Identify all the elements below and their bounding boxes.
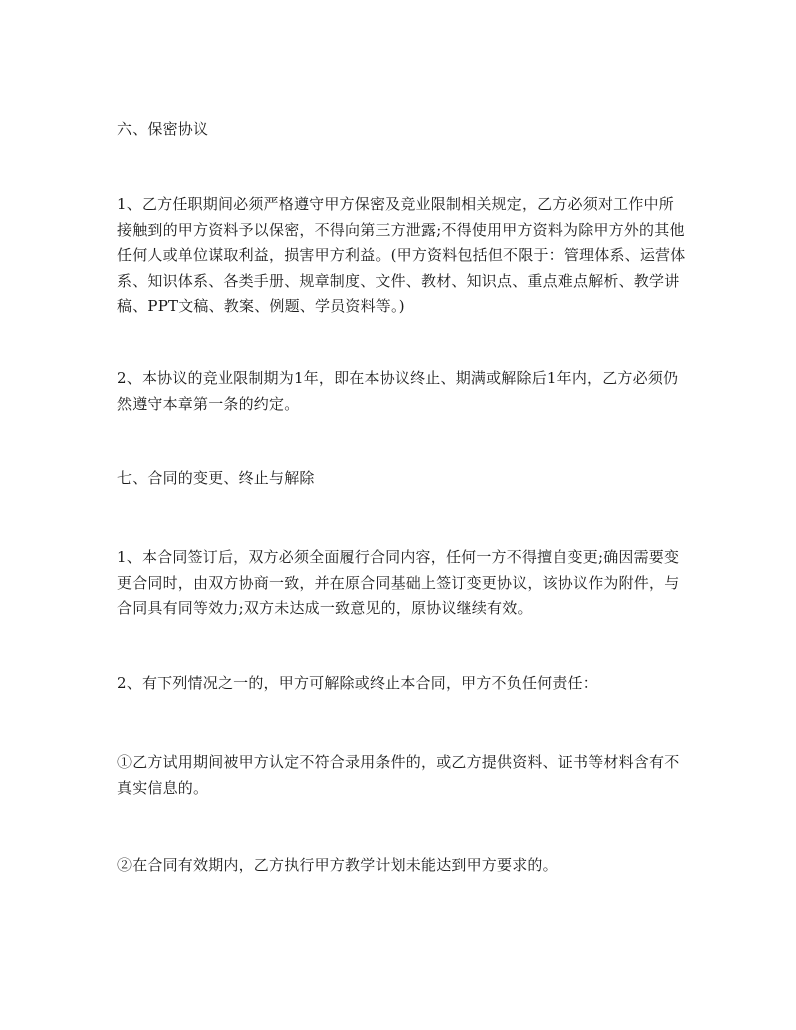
section-7-heading: 七、合同的变更、终止与解除 [117,469,315,487]
section-6-item-1: 1、乙方任职期间必须严格遵守甲方保密及竞业限制相关规定，乙方必须对工作中所接触到的甲方资料予以保密，不得向第三方泄露;不得使用甲方资料为除甲方外的其他任何人或单位谋取利益，损害甲方利益。(甲方资料包括但不限于：管理体系、运营体系、知识体系、各类手册、规章制度、文件、教材、知识点、重点难点解析、教学讲稿、PPT文稿、教案、例题、学员资料等。) [117,195,686,315]
section-7-item-2: 2、有下列情况之一的，甲方可解除或终止本合同，甲方不负任何责任： [117,674,598,692]
section-6-heading: 六、保密协议 [117,120,209,138]
section-7-item-2-sub-1: ①乙方试用期间被甲方认定不符合录用条件的，或乙方提供资料、证书等材料含有不真实信息的。 [117,753,680,797]
section-6-item-2: 2、本协议的竞业限制期为1年，即在本协议终止、期满或解除后1年内，乙方必须仍然遵守本章第一条的约定。 [117,369,679,413]
section-7-item-1: 1、本合同签订后，双方必须全面履行合同内容，任何一方不得擅自变更;确因需要变更合同时，由双方协商一致，并在原合同基础上签订变更协议，该协议作为附件，与合同具有同等效力;双方未达成一致意见的，原协议继续有效。 [117,548,680,617]
section-7-item-2-sub-2: ②在合同有效期内，乙方执行甲方教学计划未能达到甲方要求的。 [117,856,558,874]
